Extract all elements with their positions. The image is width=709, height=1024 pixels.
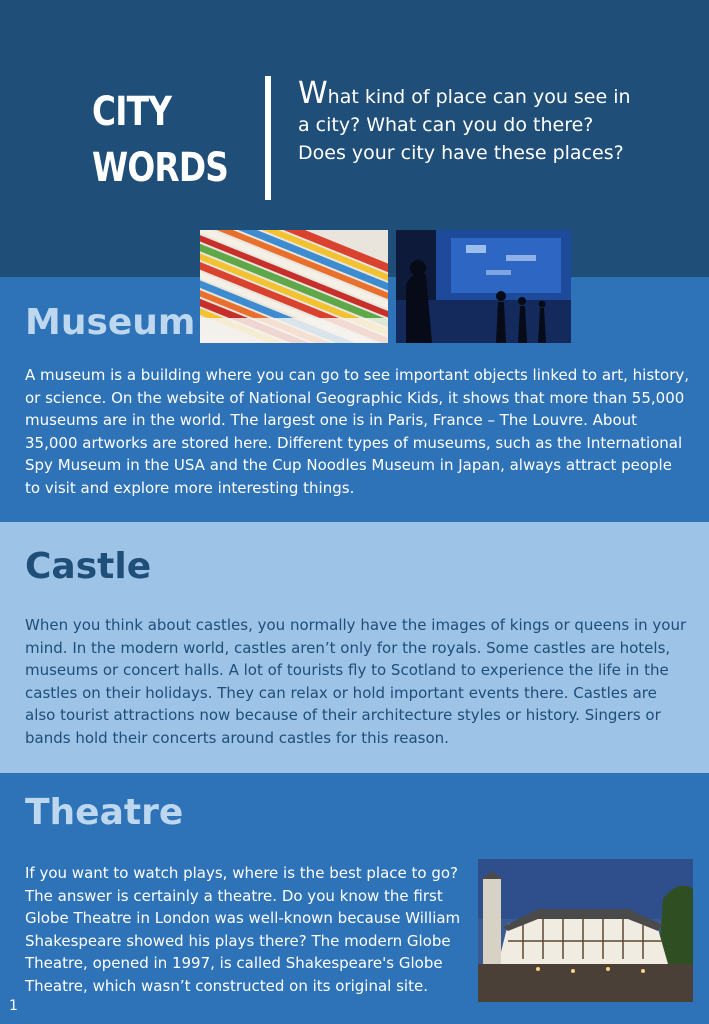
title-line-words: WORDS: [92, 145, 229, 191]
title-line-city: CITY: [92, 89, 172, 135]
digital-art-museum-photo: [396, 230, 571, 343]
intro-drop-letter: W: [298, 76, 328, 111]
globe-theatre-photo: [478, 859, 693, 1002]
intro-question: [298, 76, 638, 167]
title-divider: [265, 76, 271, 200]
museum-heading: Museum: [25, 302, 196, 343]
castle-heading: Castle: [25, 546, 152, 587]
castle-paragraph: When you think about castles, you normally have the images of kings or queens in your mind. In the modern world, castles aren’t only for the royals. Some castles are hotels, museums or concert halls. A lot of tourists fly to Scotland to experience the life in the castles on their holidays. They can relax or hold important events there. Castles are also tourist attractions now because of their architecture styles or history. Singers or bands hold their concerts around castles for this reason.: [25, 616, 687, 747]
intro-text: hat kind of place can you see in a city? What can you do there? Does your city have these places?: [298, 86, 631, 164]
museum-paragraph: A museum is a building where you can go to see important objects linked to art, history, or science. On the website of National Geographic Kids, it shows that more than 55,000 museums are in the world. The largest one is in Paris, France – The Louvre. About 35,000 artworks are stored here. Different types of museums, such as the International Spy Museum in the USA and the Cup Noodles Museum in Japan, always attract people to visit and explore more interesting things.: [25, 366, 690, 497]
page-number: 1: [9, 998, 18, 1014]
theatre-heading: Theatre: [25, 792, 184, 833]
cup-noodles-museum-photo: [200, 230, 388, 343]
theatre-paragraph: If you want to watch plays, where is the best place to go? The answer is certainly a theatre. Do you know the first Globe Theatre in London was well-known because William Shakespeare showed his plays there? The modern Globe Theatre, opened in 1997, is called Shakespeare's Globe Theatre, which wasn’t constructed on its original site.: [25, 864, 461, 995]
page-title: [92, 84, 228, 196]
